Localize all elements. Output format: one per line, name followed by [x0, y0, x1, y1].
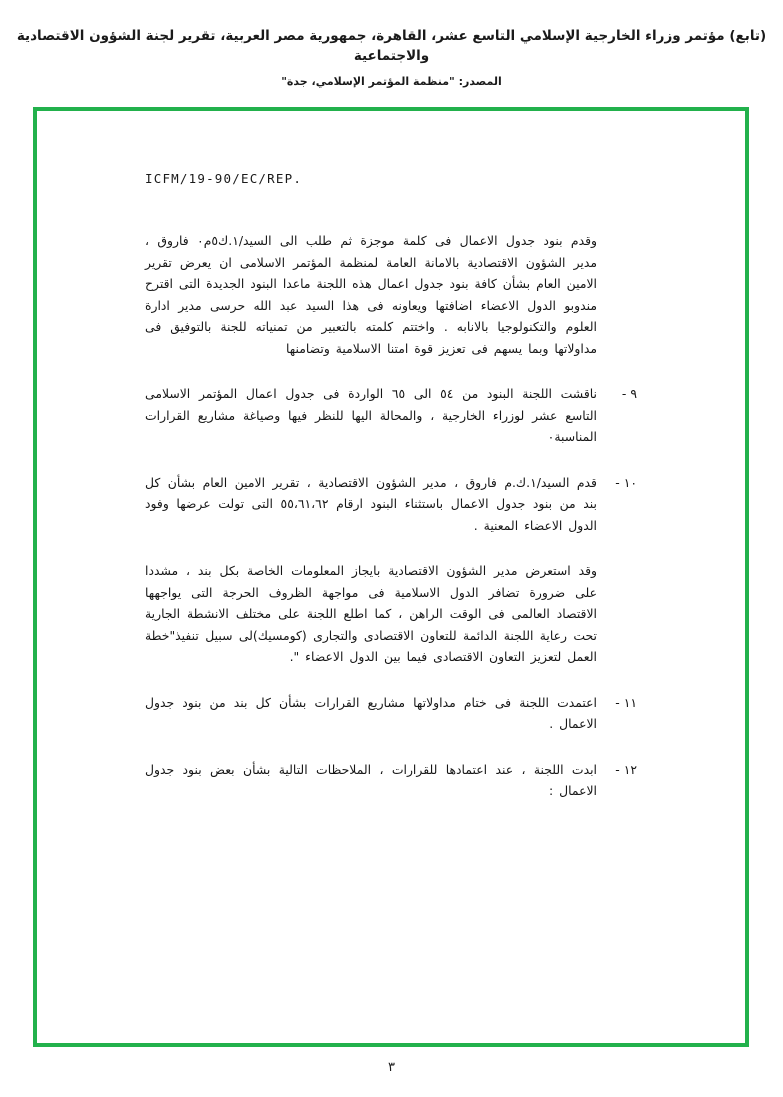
list-item-number: ٩ -	[621, 386, 637, 401]
list-item-text: ابدت اللجنة ، عند اعتمادها للقرارات ، الملاحظات التالية بشأن بعض بنود جدول الاعمال :	[145, 761, 597, 798]
list-item-number: ١٢ -	[615, 761, 637, 777]
list-item-number: ١١ -	[615, 694, 637, 710]
list-item-text: قدم السيد/١.ك.م فاروق ، مدير الشؤون الاقتصادية ، تقرير الامين العام بشأن كل بند من بنود جدول الاعمال باستثناء البنود ارقام ٥٥،٦١،٦٢ التى تولت عرضها وفود الدول الاعضاء المعنية .	[145, 474, 597, 533]
paragraph-intro: وقدم بنود جدول الاعمال فى كلمة موجزة ثم طلب الى السيد/١.ك٥م٠ فاروق ، مدير الشؤون الاقتصادية بالامانة العامة لمنظمة المؤتمر الاسلامى ان يعرض تقرير الامين العام بشأن كافة بنود جدول اعمال هذه اللجنة ماعدا البنود الجديدة التى اقترح مندوبو الدول الاعضاء اضافتها ويعاونه فى هذا السيد عبد الله حرسى مدير ادارة العلوم والتكنولوجيا بالانابه . واختتم كلمته بالتعبير من تمنياته للجنة بالتوفيق فى مداولاتها وبما يسهم فى تعزيز قوة امتنا الاسلامية وتضامنها	[145, 233, 597, 356]
header-title: (تابع) مؤتمر وزراء الخارجية الإسلامي التاسع عشر، القاهرة، جمهورية مصر العربية، تقرير لجنة الشؤون الاقتصادية والاجتماعية	[16, 28, 767, 64]
page-number: ٣	[388, 1060, 395, 1075]
list-item-9	[145, 383, 637, 448]
list-item-text: ناقشت اللجنة البنود من ٥٤ الى ٦٥ الواردة فى جدول اعمال المؤتمر الاسلامى التاسع عشر لوزراء الخارجية ، والمحالة اليها للنظر فيها وصياغة مشاريع القرارات المناسبة٠	[145, 386, 597, 444]
paragraph-information: وقد استعرض مدير الشؤون الاقتصادية بايجاز المعلومات الخاصة بكل بند ، مشددا على ضرورة تضافر الدول الاسلامية فى مواجهة الظروف الحرجة التى يواجهها الاقتصاد العالمى فى الوقت الراهن ، كما اطلع اللجنة على مختلف الانشطة الجارية تحت رعاية اللجنة الدائمة للتعاون الاقتصادى والتجارى (كومسيك)لى سبيل تنفيذ"خطة العمل لتعزيز التعاون الاقتصادى فيما بين الدول الاعضاء ".	[145, 563, 597, 664]
header-source: المصدر: "منظمة المؤتمر الإسلامي، جدة"	[281, 75, 502, 88]
list-item-number: ١٠ -	[615, 474, 637, 490]
list-item-11	[145, 692, 637, 735]
document-number: ICFM/19-90/EC/REP.	[145, 171, 303, 186]
page-header	[0, 26, 783, 88]
page-footer	[0, 1060, 783, 1075]
list-item-12	[145, 759, 637, 802]
document-body	[145, 171, 637, 1013]
list-item-text: اعتمدت اللجنة فى ختام مداولاتها مشاريع القرارات بشأن كل بند من بنود جدول الاعمال .	[145, 694, 597, 731]
list-item-10	[145, 472, 637, 537]
document-frame	[33, 107, 749, 1047]
